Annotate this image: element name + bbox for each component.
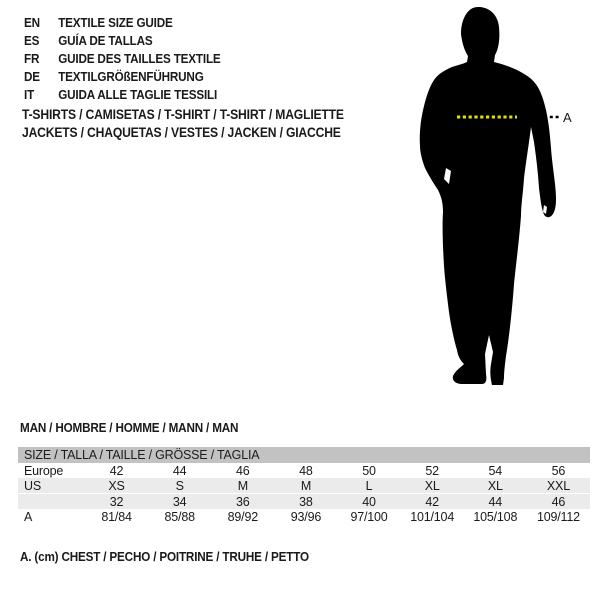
table-cell: 109/112: [537, 509, 580, 524]
category-list: [22, 106, 344, 142]
table-cell: 38: [299, 494, 313, 509]
size-table: [18, 447, 590, 524]
table-cell: 52: [425, 463, 439, 478]
language-row: [24, 49, 221, 67]
table-cell: XL: [424, 478, 440, 493]
table-cell: 97/100: [350, 509, 388, 524]
table-cell: 93/96: [290, 509, 322, 524]
row-label: Europe: [24, 463, 64, 478]
table-cell: 101/104: [410, 509, 455, 524]
table-cell: 46: [551, 494, 566, 509]
man-silhouette: [420, 7, 556, 385]
language-label: GUÍA DE TALLAS: [58, 32, 153, 48]
table-cell: 44: [488, 494, 503, 509]
table-cell: 34: [172, 494, 187, 509]
language-label: GUIDE DES TAILLES TEXTILE: [58, 50, 221, 66]
section-heading-man: MAN / HOMBRE / HOMME / MANN / MAN: [20, 420, 239, 435]
table-cell: M: [300, 478, 312, 493]
language-row: [24, 85, 221, 103]
table-cell: 44: [172, 463, 187, 478]
size-table-body: [18, 463, 590, 524]
table-cell: 50: [362, 463, 376, 478]
language-code: IT: [24, 86, 35, 102]
table-cell: 81/84: [101, 509, 132, 524]
table-row: [18, 493, 590, 509]
row-label: US: [24, 478, 41, 493]
table-cell: 46: [236, 463, 250, 478]
table-cell: 40: [362, 494, 376, 509]
table-cell: M: [237, 478, 248, 493]
table-cell: 85/88: [164, 509, 195, 524]
table-cell: S: [175, 478, 184, 493]
table-row: [18, 509, 590, 524]
language-list: [24, 13, 221, 103]
language-label: TEXTILGRÖßENFÜHRUNG: [58, 68, 204, 84]
table-row: [18, 463, 590, 478]
man-silhouette-figure: [400, 0, 580, 392]
table-cell: 36: [236, 494, 250, 509]
table-cell: 42: [425, 494, 439, 509]
table-cell: XS: [108, 478, 125, 493]
language-code: DE: [24, 68, 40, 84]
language-row: [24, 31, 221, 49]
man-silhouette-svg: [400, 0, 580, 392]
table-cell: 56: [551, 463, 566, 478]
category-line: JACKETS / CHAQUETAS / VESTES / JACKEN / GIACCHE: [22, 125, 341, 140]
row-label: A: [24, 509, 33, 524]
table-cell: 89/92: [227, 509, 258, 524]
language-code: ES: [24, 32, 40, 48]
language-code: FR: [24, 50, 40, 66]
table-cell: XXL: [546, 478, 570, 493]
language-label: TEXTILE SIZE GUIDE: [58, 14, 173, 30]
table-cell: XL: [487, 478, 503, 493]
language-label: GUIDA ALLE TAGLIE TESSILI: [58, 86, 218, 102]
table-row: [18, 478, 590, 493]
table-cell: 42: [109, 463, 124, 478]
category-line: T-SHIRTS / CAMISETAS / T-SHIRT / T-SHIRT / MAGLIETTE: [22, 107, 344, 122]
table-cell: 54: [488, 463, 503, 478]
table-cell: 48: [299, 463, 313, 478]
size-table-header: SIZE / TALLA / TAILLE / GRÖSSE / TAGLIA: [18, 447, 590, 463]
table-cell: L: [365, 478, 373, 493]
language-code: EN: [24, 14, 40, 30]
measure-label-a: A: [563, 110, 572, 125]
language-row: [24, 13, 221, 31]
table-cell: 105/108: [473, 509, 518, 524]
measurement-footnote: A. (cm) CHEST / PECHO / POITRINE / TRUHE / PETTO: [20, 549, 309, 564]
table-cell: 32: [109, 494, 124, 509]
language-row: [24, 67, 221, 85]
